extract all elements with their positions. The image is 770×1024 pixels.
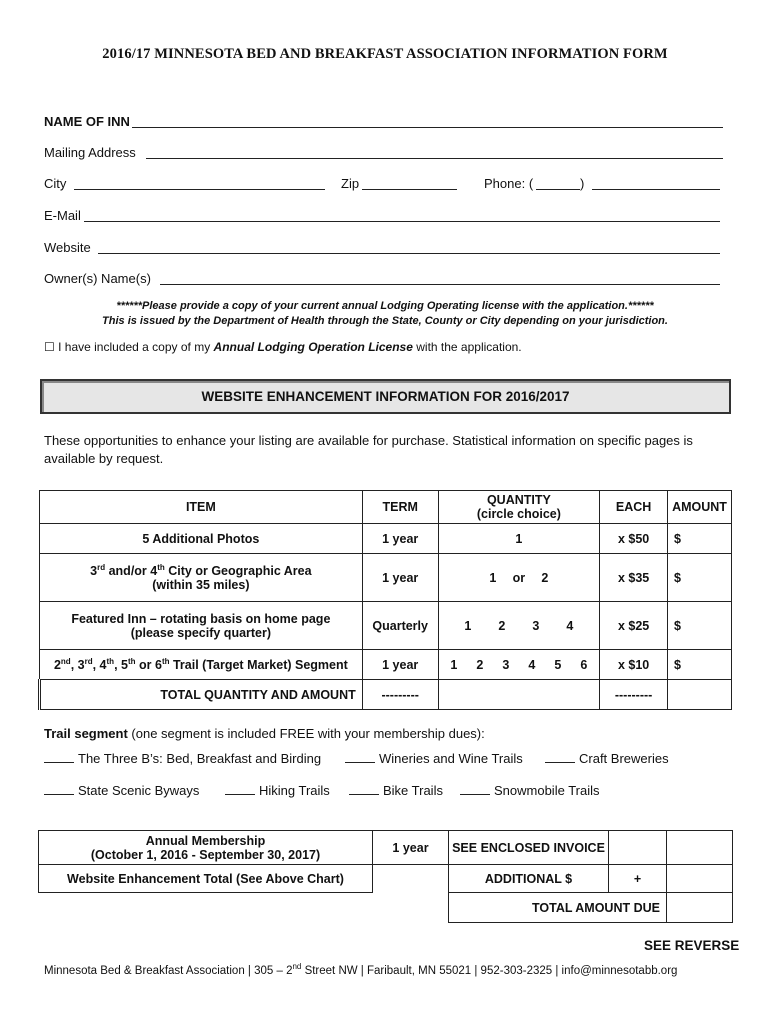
item-text: , 3 <box>70 658 85 673</box>
item-text: , 4 <box>92 658 107 673</box>
quantity-option[interactable]: 1 <box>464 618 472 633</box>
quantity-cell <box>438 602 600 650</box>
mailing-address-label: Mailing Address <box>44 145 136 160</box>
trail-option[interactable] <box>349 783 443 798</box>
trail-option-label: Craft Breweries <box>579 751 669 766</box>
total-label: TOTAL QUANTITY AND AMOUNT <box>40 680 363 710</box>
trail-blank[interactable] <box>545 762 575 763</box>
checkbox-text-emph: Annual Lodging Operation License <box>213 340 413 354</box>
item-text: 2 <box>53 658 61 673</box>
additional-amount-field[interactable] <box>667 865 733 893</box>
checkbox-text-before: I have included a copy of my <box>58 340 211 354</box>
item-sup: th <box>127 656 136 666</box>
quantity-option[interactable]: 5 <box>554 657 562 672</box>
trail-segment-heading <box>44 726 485 741</box>
item-sup: rd <box>97 562 106 572</box>
trail-label: Trail segment <box>44 726 128 741</box>
empty-cell <box>39 893 373 923</box>
trail-desc: (one segment is included FREE with your membership dues): <box>127 726 485 741</box>
trail-option-label: Snowmobile Trails <box>494 783 600 798</box>
zip-label: Zip <box>341 176 360 191</box>
quantity-option[interactable]: 3 <box>502 657 510 672</box>
summary-row <box>39 893 733 923</box>
item-cell <box>40 602 363 650</box>
additional-cell: ADDITIONAL $ <box>449 865 609 893</box>
quantity-cell <box>438 524 600 554</box>
item-sup: nd <box>60 656 71 666</box>
table-total-row <box>40 680 732 710</box>
enhancement-table <box>38 490 732 710</box>
total-quantity-field[interactable] <box>438 680 600 710</box>
trail-option-label: The Three B’s: Bed, Breakfast and Birding <box>78 751 322 766</box>
trail-option[interactable] <box>44 783 199 798</box>
quantity-cell <box>438 554 600 602</box>
total-due-field[interactable] <box>667 893 733 923</box>
phone-close-paren: ) <box>580 176 585 191</box>
total-term: --------- <box>362 680 438 710</box>
header-quantity-line2: (circle choice) <box>476 507 561 521</box>
item-text: City or Geographic Area <box>164 564 312 579</box>
item-line2: (within 35 miles) <box>152 578 250 593</box>
quantity-option[interactable]: 4 <box>566 618 574 633</box>
owners-field[interactable] <box>160 284 720 285</box>
footer-part2: Street NW | Faribault, MN 55021 | 952-303-2325 | info@minnesotabb.org <box>301 964 678 977</box>
trail-option-label: Wineries and Wine Trails <box>379 751 523 766</box>
item-text: or 6 <box>135 658 162 673</box>
total-each: --------- <box>600 680 668 710</box>
item-line1: Featured Inn – rotating basis on home page <box>71 611 331 626</box>
table-row <box>40 650 732 680</box>
mailing-address-field[interactable] <box>146 158 723 159</box>
plus-cell: + <box>609 865 667 893</box>
quantity-option[interactable]: 4 <box>528 657 536 672</box>
empty-cell <box>373 865 449 893</box>
website-enhancement-banner: WEBSITE ENHANCEMENT INFORMATION FOR 2016/2017 <box>40 379 731 414</box>
quantity-cell <box>438 650 600 680</box>
name-of-inn-label: NAME OF INN <box>44 114 130 129</box>
item-text: , 5 <box>114 658 128 673</box>
membership-cell <box>39 831 373 865</box>
trail-blank[interactable] <box>460 794 490 795</box>
item-sup: th <box>106 656 115 666</box>
amount-cell[interactable]: $ <box>668 650 732 680</box>
name-of-inn-field[interactable] <box>132 127 723 128</box>
quantity-option[interactable]: 6 <box>580 657 588 672</box>
item-sup: th <box>157 562 165 572</box>
checkbox-icon[interactable]: ☐ <box>44 340 55 354</box>
each-cell: x $50 <box>600 524 668 554</box>
term-cell: 1 year <box>362 524 438 554</box>
table-row <box>40 554 732 602</box>
term-cell: 1 year <box>362 650 438 680</box>
each-cell: x $10 <box>600 650 668 680</box>
header-quantity <box>438 491 600 524</box>
quantity-option[interactable]: 2 <box>498 618 506 633</box>
item-num: 3 <box>90 564 98 579</box>
quantity-option[interactable]: 1 <box>515 531 523 546</box>
item-text: and/or 4 <box>105 564 158 579</box>
amount-cell[interactable]: $ <box>668 554 732 602</box>
intro-text: These opportunities to enhance your listing are available for purchase. Statistical information on specific pages is available by request. <box>44 433 693 466</box>
item-cell <box>40 554 363 602</box>
summary-table <box>38 830 733 923</box>
footer-sup: nd <box>292 962 302 971</box>
total-due-label: TOTAL AMOUNT DUE <box>449 893 667 923</box>
trail-blank[interactable] <box>44 794 74 795</box>
summary-row <box>39 865 733 893</box>
owners-label: Owner(s) Name(s) <box>44 271 151 286</box>
website-label: Website <box>44 240 91 255</box>
membership-line1: Annual Membership <box>145 833 266 848</box>
item-text: Trail (Target Market) Segment <box>169 658 348 673</box>
amount-cell[interactable]: $ <box>668 524 732 554</box>
zip-field[interactable] <box>362 189 457 190</box>
trail-option-label: State Scenic Byways <box>78 783 200 798</box>
total-amount-field[interactable] <box>668 680 732 710</box>
city-field[interactable] <box>74 189 325 190</box>
quantity-option[interactable]: 1 <box>489 570 497 585</box>
membership-amount-field[interactable] <box>609 831 667 865</box>
footer <box>44 962 677 977</box>
amount-cell[interactable]: $ <box>668 602 732 650</box>
quantity-or: or <box>512 570 526 585</box>
email-field[interactable] <box>84 221 720 222</box>
trail-option[interactable] <box>460 783 600 798</box>
summary-row <box>39 831 733 865</box>
item-sup: th <box>161 656 170 666</box>
membership-term: 1 year <box>373 831 449 865</box>
phone-label: Phone: ( <box>484 176 534 191</box>
trail-blank[interactable] <box>44 762 74 763</box>
header-term: TERM <box>362 491 438 524</box>
form-title: 2016/17 MINNESOTA BED AND BREAKFAST ASSOCIATION INFORMATION FORM <box>102 46 668 62</box>
item-cell: 5 Additional Photos <box>40 524 363 554</box>
trail-option-label: Hiking Trails <box>259 783 330 798</box>
item-line2: (please specify quarter) <box>130 625 272 640</box>
header-each: EACH <box>600 491 668 524</box>
header-item: ITEM <box>40 491 363 524</box>
item-line1 <box>40 563 362 578</box>
website-field[interactable] <box>98 253 720 254</box>
term-cell: 1 year <box>362 554 438 602</box>
header-quantity-line1: QUANTITY <box>486 493 551 507</box>
website-total-cell: Website Enhancement Total (See Above Chart) <box>39 865 373 893</box>
license-checkbox-row <box>44 340 522 354</box>
membership-line2: (October 1, 2016 - September 30, 2017) <box>90 847 321 862</box>
quantity-option[interactable]: 1 <box>450 657 458 672</box>
each-cell: x $35 <box>600 554 668 602</box>
membership-blank <box>667 831 733 865</box>
phone-area-code-field[interactable] <box>536 189 580 190</box>
license-note-1: ******Please provide a copy of your current annual Lodging Operating license with the application.****** <box>116 300 654 312</box>
item-sup: rd <box>84 656 93 666</box>
city-label: City <box>44 176 67 191</box>
see-reverse: SEE REVERSE <box>644 938 740 953</box>
trail-blank[interactable] <box>345 762 375 763</box>
table-row <box>40 602 732 650</box>
license-note-2: This is issued by the Department of Health through the State, County or City depending on your jurisdiction. <box>102 315 668 327</box>
footer-part1: Minnesota Bed & Breakfast Association | 305 – 2 <box>44 964 293 977</box>
trail-blank[interactable] <box>225 794 255 795</box>
each-cell: x $25 <box>600 602 668 650</box>
term-cell: Quarterly <box>362 602 438 650</box>
trail-option[interactable] <box>345 751 523 766</box>
trail-option[interactable] <box>545 751 669 766</box>
quantity-option[interactable]: 3 <box>532 618 540 633</box>
trail-option-label: Bike Trails <box>383 783 443 798</box>
quantity-option[interactable]: 2 <box>476 657 484 672</box>
trail-option[interactable] <box>225 783 330 798</box>
checkbox-text-after: with the application. <box>416 340 522 354</box>
invoice-cell: SEE ENCLOSED INVOICE <box>449 831 609 865</box>
quantity-option[interactable]: 2 <box>541 570 549 585</box>
trail-blank[interactable] <box>349 794 379 795</box>
email-label: E-Mail <box>44 208 81 223</box>
trail-option[interactable] <box>44 751 321 766</box>
phone-number-field[interactable] <box>592 189 720 190</box>
table-header-row <box>40 491 732 524</box>
table-row <box>40 524 732 554</box>
item-cell <box>40 650 363 680</box>
header-amount: AMOUNT <box>668 491 732 524</box>
empty-cell <box>373 893 449 923</box>
